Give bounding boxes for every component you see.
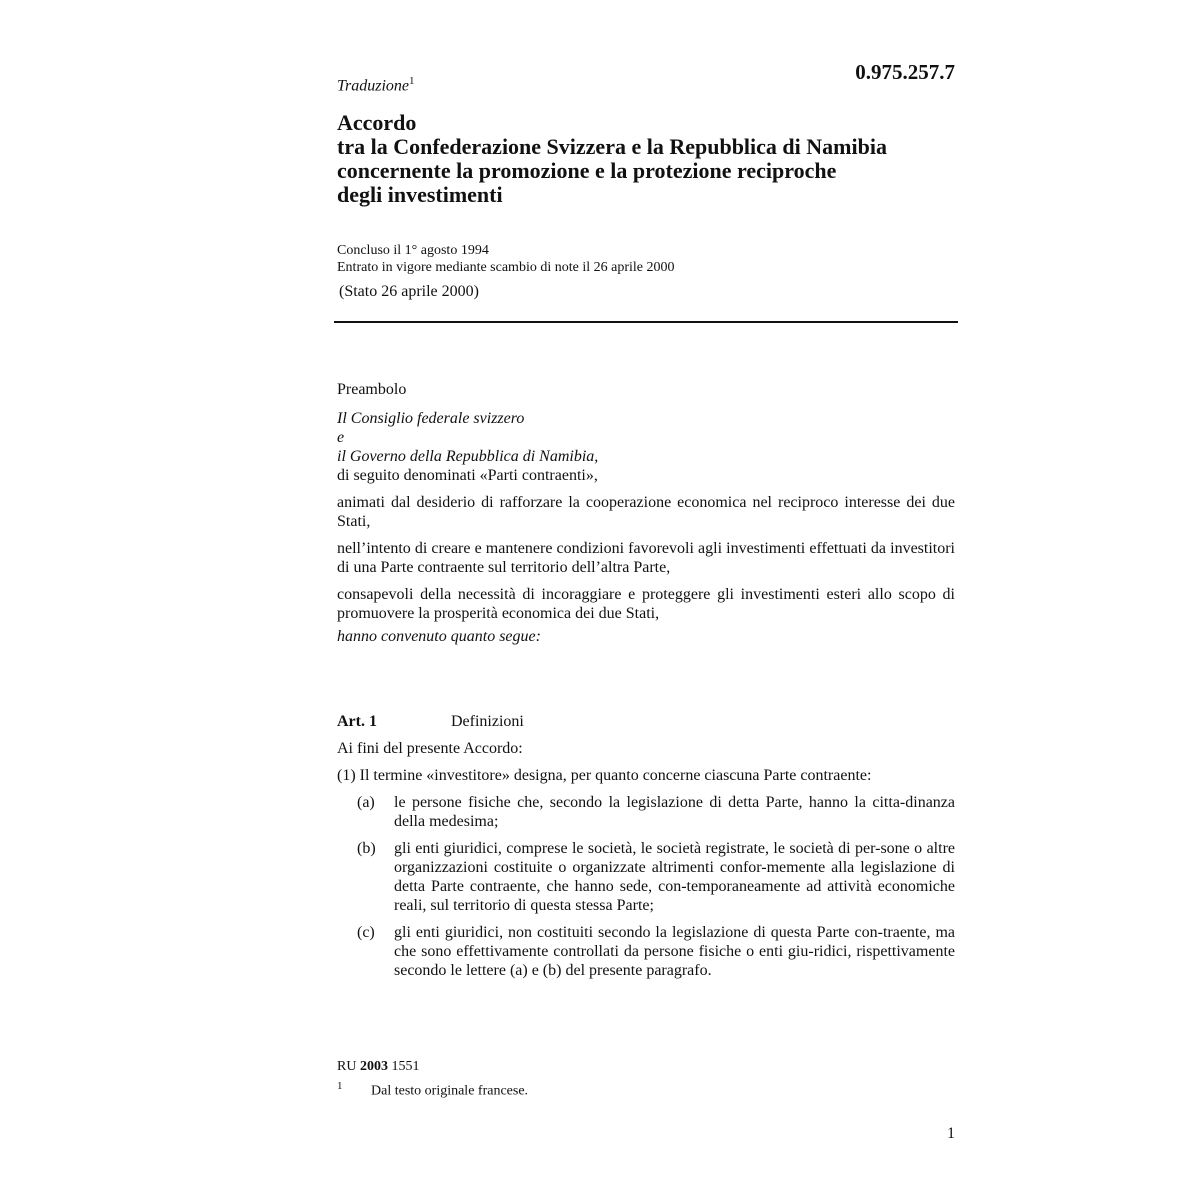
article-intro: Ai fini del presente Accordo: <box>337 740 523 757</box>
contracting-party-2-line <box>337 447 955 466</box>
title-line: Accordo <box>337 110 417 135</box>
ru-year: 2003 <box>359 1059 388 1074</box>
contracting-party-1: Il Consiglio federale svizzero <box>337 410 525 427</box>
article-number: Art. 1 <box>337 713 377 730</box>
document-title <box>337 111 962 207</box>
contracting-party-2: il Governo della Repubblica di Namibia <box>337 448 595 465</box>
ru-page: 1551 <box>391 1059 420 1074</box>
document-number: 0.975.257.7 <box>855 60 955 84</box>
agreement-clause: hanno convenuto quanto segue: <box>337 628 541 645</box>
article-title: Definizioni <box>451 713 524 730</box>
punctuation: , <box>594 448 599 465</box>
title-line: degli investimenti <box>337 182 503 207</box>
title-line: concernente la promozione e la protezione reciproche <box>337 158 837 183</box>
translation-text: Traduzione <box>337 77 410 95</box>
list-item <box>337 793 955 831</box>
list-item-label: (c) <box>357 924 375 941</box>
official-compilation-ref <box>337 1059 419 1075</box>
footnote <box>337 1081 528 1100</box>
list-item <box>337 839 955 915</box>
article-paragraph: (1) Il termine «investitore» designa, per quanto concerne ciascuna Parte contraente: <box>337 767 872 784</box>
list-item-text: gli enti giuridici, non costituiti secondo la legislazione di questa Parte con-traente, ma che sono effettivamente controllati da persone fisiche o enti giu-ridici, rispettivamente secondo le lettere (a) e (b) del presente paragrafo. <box>394 924 955 979</box>
list-item-label: (a) <box>357 794 375 811</box>
translation-label <box>337 75 415 95</box>
document-body <box>337 380 955 980</box>
list-item-text: le persone fisiche che, secondo la legislazione di detta Parte, hanno la citta-dinanza della medesima; <box>394 794 955 830</box>
list-item-label: (b) <box>357 840 376 857</box>
in-force-date: Entrato in vigore mediante scambio di note il 26 aprile 2000 <box>337 260 675 275</box>
article-heading <box>337 712 955 731</box>
footnote-text: Dal testo originale francese. <box>371 1083 529 1099</box>
list-item <box>337 923 955 980</box>
list-item-text: gli enti giuridici, comprese le società, le società registrate, le società di per-sone o altre organizzazioni costituite o organizzate altrimenti confor-memente alla legislazione di detta Parte contraente, che hanno sede, con-temporaneamente ad attività economiche reali, sul territorio di questa stessa Parte; <box>394 840 955 914</box>
title-line: tra la Confederazione Svizzera e la Repubblica di Namibia <box>337 134 887 159</box>
header-divider <box>334 321 958 323</box>
footnote-mark: 1 <box>337 1080 343 1092</box>
footnote-reference: 1 <box>409 75 415 87</box>
ru-prefix: RU <box>337 1059 357 1074</box>
concluded-date: Concluso il 1° agosto 1994 <box>337 243 489 258</box>
conjunction: e <box>337 429 345 446</box>
document-meta <box>337 242 674 276</box>
status-date: (Stato 26 aprile 2000) <box>339 283 479 300</box>
preamble-paragraph: animati dal desiderio di rafforzare la cooperazione economica nel reciproco interesse dei due Stati, <box>337 494 955 530</box>
preamble-paragraph: nell’intento di creare e mantenere condizioni favorevoli agli investimenti effettuati da investitori di una Parte contraente sul territorio dell’altra Parte, <box>337 540 955 576</box>
page-number: 1 <box>947 1125 955 1142</box>
preamble-heading: Preambolo <box>337 381 407 398</box>
denomination-clause: di seguito denominati «Parti contraenti», <box>337 467 598 484</box>
preamble-paragraph: consapevoli della necessità di incoraggiare e proteggere gli investimenti esteri allo scopo di promuovere la prosperità economica dei due Stati, <box>337 586 955 622</box>
